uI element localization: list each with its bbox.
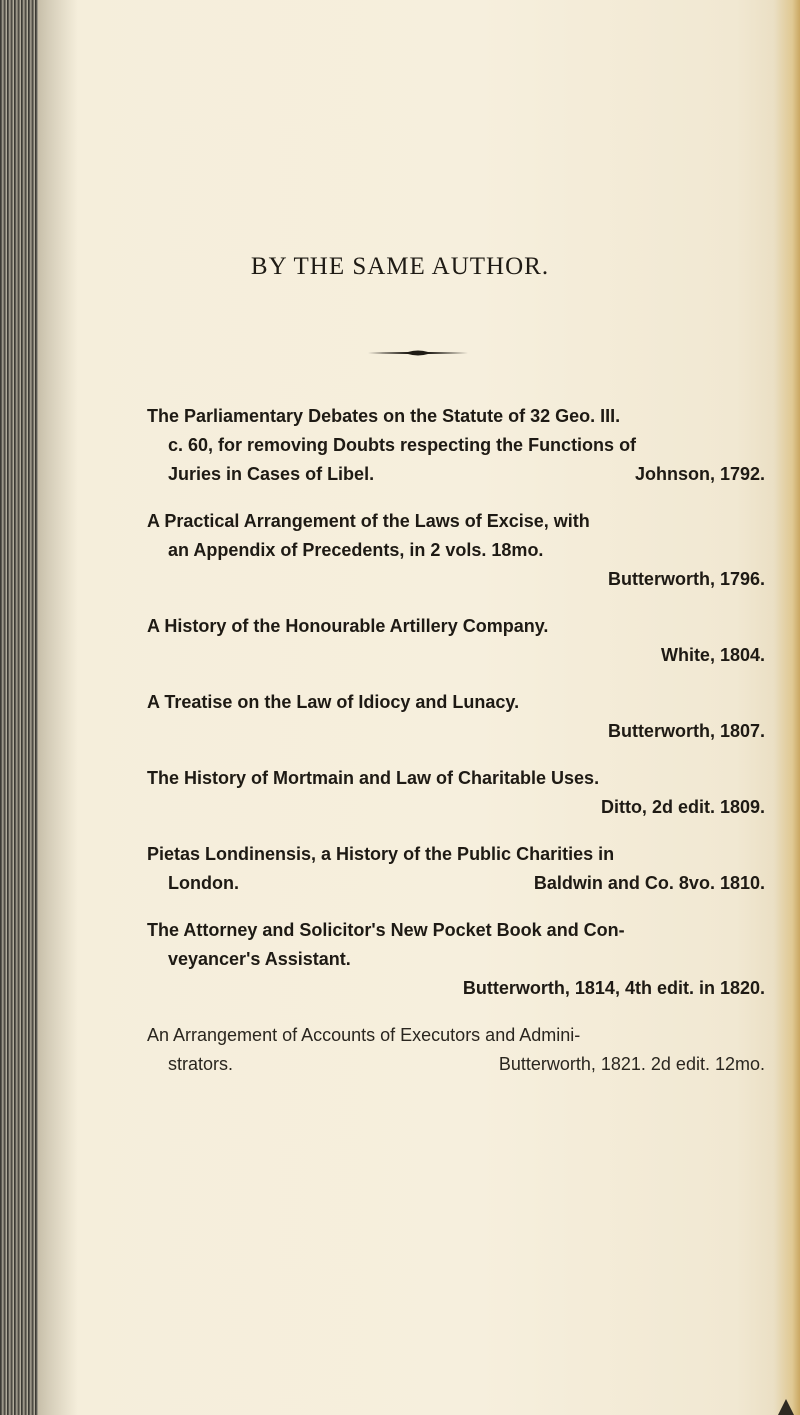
entry-publisher: White, 1804.: [660, 645, 765, 665]
entry-title-continued: an Appendix of Precedents, in 2 vols. 18mo.: [168, 540, 544, 560]
entry-title: A Practical Arrangement of the Laws of Excise, with: [147, 511, 590, 531]
entry-title: The Attorney and Solicitor's New Pocket Book and Con-: [147, 920, 625, 940]
divider-ornament: [368, 349, 468, 357]
gutter-shadow: [38, 0, 78, 1415]
list-item: [147, 764, 773, 822]
page-heading: BY THE SAME AUTHOR.: [250, 253, 550, 280]
list-item: [147, 916, 773, 1003]
entry-title-end: strators.: [168, 1054, 234, 1074]
entry-title-final: [147, 869, 773, 898]
list-item: [147, 1021, 773, 1079]
entry-publisher: Ditto, 2d edit. 1809.: [600, 797, 765, 817]
entry-publisher: Butterworth, 1814, 4th edit. in 1820.: [462, 978, 765, 998]
entry-publisher: Baldwin and Co. 8vo. 1810.: [533, 873, 765, 893]
entry-title: Pietas Londinensis, a History of the Public Charities in: [147, 844, 615, 864]
list-item: [147, 402, 773, 489]
entry-title-end: London.: [168, 873, 239, 893]
entry-title: The History of Mortmain and Law of Charitable Uses.: [147, 768, 600, 788]
entry-title: A History of the Honourable Artillery Company.: [147, 616, 549, 636]
entry-title-final: [147, 1050, 773, 1079]
list-item: [147, 507, 773, 594]
entry-title-continued: veyancer's Assistant.: [168, 949, 351, 969]
entry-title: An Arrangement of Accounts of Executors and Admini-: [147, 1025, 581, 1045]
entry-title: The Parliamentary Debates on the Statute of 32 Geo. III.: [147, 406, 621, 426]
entry-publisher: Butterworth, 1807.: [607, 721, 765, 741]
entry-publisher: Butterworth, 1796.: [607, 569, 765, 589]
corner-flourish-icon: [776, 1393, 796, 1415]
list-item: [147, 840, 773, 898]
entry-title-continued: c. 60, for removing Doubts respecting the Functions of: [168, 435, 637, 455]
page-edge: [774, 0, 800, 1415]
entry-title-end: Juries in Cases of Libel.: [168, 464, 375, 484]
works-list: [147, 402, 773, 1097]
list-item: [147, 688, 773, 746]
list-item: [147, 612, 773, 670]
entry-title: A Treatise on the Law of Idiocy and Lunacy.: [147, 692, 520, 712]
entry-title-final: [147, 460, 773, 489]
entry-publisher: Johnson, 1792.: [634, 464, 765, 484]
entry-publisher: Butterworth, 1821. 2d edit. 12mo.: [498, 1054, 765, 1074]
book-binding: [0, 0, 38, 1415]
